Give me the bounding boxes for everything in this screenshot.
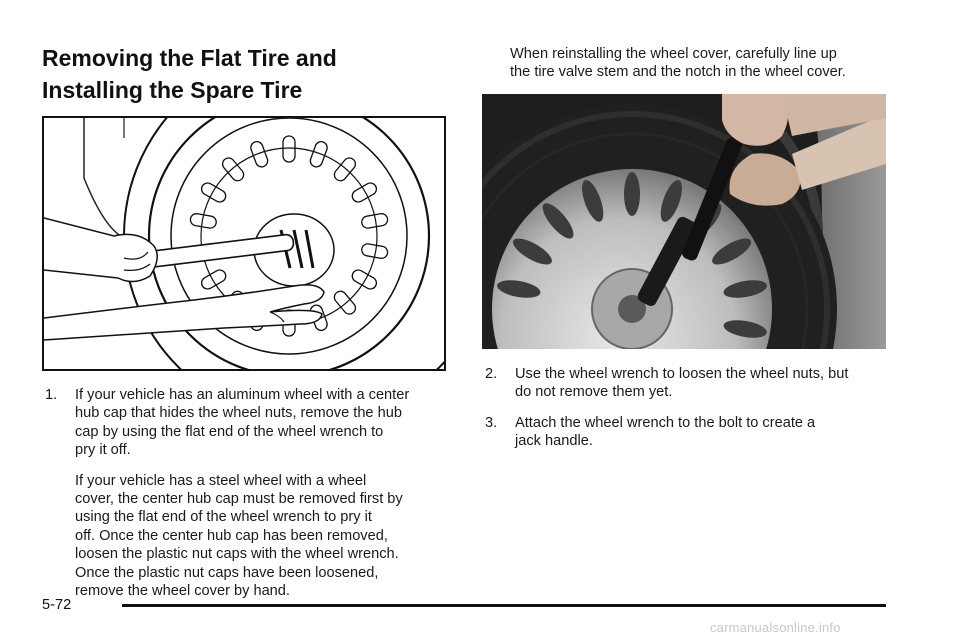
step-line: Attach the wheel wrench to the bolt to create a bbox=[515, 414, 816, 431]
step-line: cover, the center hub cap must be removed first by bbox=[75, 491, 403, 508]
watermark: carmanualsonline.info bbox=[710, 620, 841, 635]
step-line: hub cap that hides the wheel nuts, remove the hub bbox=[75, 405, 402, 422]
step-line: cap by using the flat end of the wheel wrench to bbox=[75, 423, 384, 440]
step-line: do not remove them yet. bbox=[515, 384, 673, 401]
section-heading bbox=[42, 42, 462, 106]
step-1 bbox=[42, 386, 457, 600]
step-line: jack handle. bbox=[515, 433, 593, 450]
step-line: Use the wheel wrench to loosen the wheel nuts, but bbox=[515, 366, 849, 382]
step-paragraph bbox=[75, 386, 457, 460]
step-number: 3. bbox=[485, 414, 498, 431]
heading-line-2: Installing the Spare Tire bbox=[42, 77, 303, 103]
step-number: 2. bbox=[485, 366, 498, 382]
step-paragraph bbox=[515, 365, 902, 402]
step-line: pry it off. bbox=[75, 442, 131, 459]
instruction-steps-left bbox=[42, 386, 457, 612]
note-line: the tire valve stem and the notch in the wheel cover. bbox=[510, 64, 846, 81]
step-paragraph bbox=[515, 414, 902, 451]
footer-rule bbox=[122, 604, 886, 607]
step-line: remove the wheel cover by hand. bbox=[75, 583, 290, 600]
step-number: 1. bbox=[45, 387, 58, 403]
instruction-steps-right bbox=[482, 365, 902, 463]
page-number: 5-72 bbox=[42, 597, 72, 613]
heading-line-1: Removing the Flat Tire and bbox=[42, 45, 337, 71]
wheel-cover-note bbox=[510, 45, 930, 82]
step-line: Once the plastic nut caps have been loosened, bbox=[75, 564, 379, 581]
step-3 bbox=[482, 414, 902, 451]
step-line: off. Once the center hub cap has been removed, bbox=[75, 527, 388, 544]
step-line: If your vehicle has a steel wheel with a wheel bbox=[75, 472, 367, 489]
step-2 bbox=[482, 365, 902, 402]
step-line: loosen the plastic nut caps with the wheel wrench. bbox=[75, 546, 399, 563]
step-line: If your vehicle has an aluminum wheel with a center bbox=[75, 387, 410, 403]
step-paragraph bbox=[75, 472, 457, 601]
wheel-wrench-photo bbox=[482, 94, 886, 349]
hubcap-removal-illustration bbox=[42, 116, 446, 371]
step-line: using the flat end of the wheel wrench to pry it bbox=[75, 509, 372, 526]
note-line: When reinstalling the wheel cover, carefully line up bbox=[510, 46, 837, 62]
